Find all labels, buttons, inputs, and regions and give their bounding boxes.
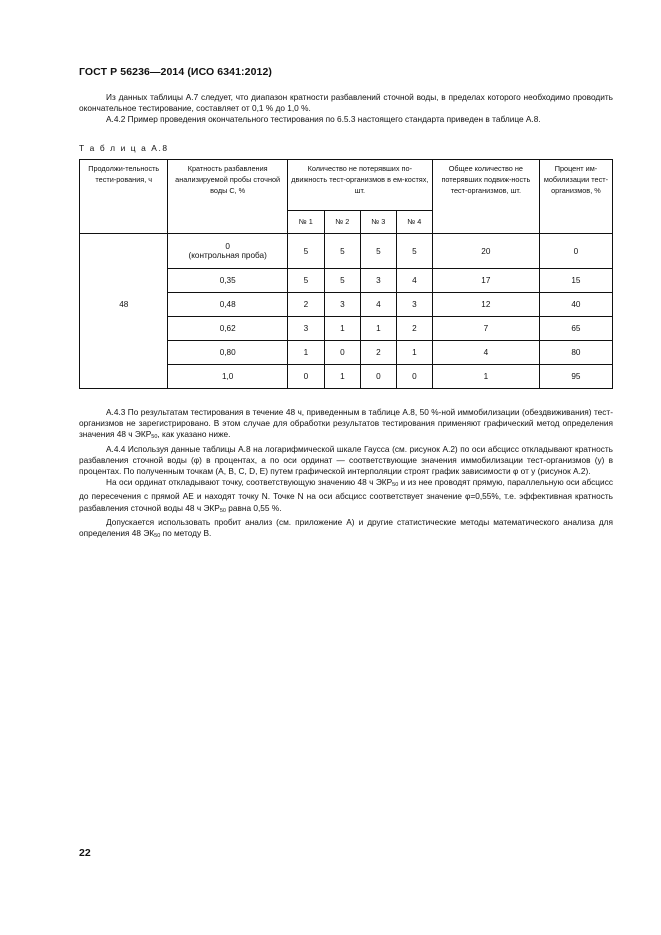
subscript-50: 50 — [219, 507, 226, 514]
a43-text: А.4.3 По результатам тестирования в течение 48 ч, приведенным в таблице А.8, 50 %-ной иммобилизации (обездвиживания) тест-организмов не зарегистрировано. В этом случае для обработки результатов тестирования применяют графический метод определения значения 48 ч ЭКР — [79, 407, 613, 440]
percent-cell: 80 — [539, 341, 612, 365]
dilution-value: 0 — [225, 242, 230, 251]
dilution-note: (контрольная проба) — [188, 251, 267, 260]
header-n1: № 1 — [287, 211, 324, 234]
n4-cell: 3 — [396, 293, 432, 317]
n2-cell: 5 — [324, 269, 360, 293]
duration-cell — [80, 317, 168, 341]
table-row — [80, 234, 613, 269]
n1-cell: 2 — [287, 293, 324, 317]
percent-cell: 15 — [539, 269, 612, 293]
duration-cell — [80, 269, 168, 293]
dilution-cell — [168, 234, 287, 269]
header-n3: № 3 — [360, 211, 396, 234]
dilution-cell: 0,48 — [168, 293, 287, 317]
a43-text-end: , как указано ниже. — [157, 429, 231, 440]
n2-cell: 1 — [324, 365, 360, 389]
results-table — [79, 159, 613, 389]
table-row — [80, 365, 613, 389]
ordinate-paragraph — [79, 477, 613, 517]
n3-cell: 5 — [360, 234, 396, 269]
header-dilution: Кратность разбавления анализируемой пробы сточной воды С, % — [168, 160, 287, 234]
document-header: ГОСТ Р 56236—2014 (ИСО 6341:2012) — [79, 66, 272, 78]
n2-cell: 0 — [324, 341, 360, 365]
ordinate-text-a: На оси ординат откладывают точку, соответствующую значению 48 ч ЭКР — [106, 477, 393, 488]
n3-cell: 4 — [360, 293, 396, 317]
header-n4: № 4 — [396, 211, 432, 234]
n2-cell: 1 — [324, 317, 360, 341]
n2-cell: 3 — [324, 293, 360, 317]
n4-cell: 4 — [396, 269, 432, 293]
table-row — [80, 341, 613, 365]
probit-text-b: по методу В. — [160, 528, 212, 539]
percent-cell: 0 — [539, 234, 612, 269]
total-cell: 1 — [432, 365, 539, 389]
duration-value: 48 — [80, 293, 168, 317]
n4-cell: 2 — [396, 317, 432, 341]
header-total: Общее количество не потерявших подвиж-ность тест-организмов, шт. — [432, 160, 539, 234]
percent-cell: 95 — [539, 365, 612, 389]
percent-cell: 65 — [539, 317, 612, 341]
total-cell: 4 — [432, 341, 539, 365]
table-row — [80, 317, 613, 341]
subscript-50: 50 — [392, 482, 399, 489]
n4-cell: 1 — [396, 341, 432, 365]
intro-paragraph-1: Из данных таблицы А.7 следует, что диапазон кратности разбавлений сточной воды, в пределах которого необходимо проводить окончательное тестирование, составляет от 0,1 % до 1,0 %. — [79, 92, 613, 114]
table-caption: Т а б л и ц а А.8 — [79, 143, 169, 153]
n3-cell: 1 — [360, 317, 396, 341]
total-cell: 20 — [432, 234, 539, 269]
n1-cell: 5 — [287, 234, 324, 269]
intro-paragraph-2: А.4.2 Пример проведения окончательного тестирования по 6.5.3 настоящего стандарта приведен в таблице А.8. — [106, 114, 541, 125]
dilution-cell: 1,0 — [168, 365, 287, 389]
ordinate-text-b: и из нее проводят прямую, параллельную оси абсцисс до пересечения с прямой АЕ и находят точку N. Точке N на оси абсцисс соответствует значение φ=0,55%, т.е. эффективная кратность разбавления сточной воды 48 ч ЭКР — [79, 477, 613, 513]
n4-cell: 0 — [396, 365, 432, 389]
probit-paragraph — [79, 517, 613, 542]
dilution-cell: 0,35 — [168, 269, 287, 293]
n2-cell: 5 — [324, 234, 360, 269]
n3-cell: 2 — [360, 341, 396, 365]
section-a43 — [79, 407, 613, 444]
table-row — [80, 293, 613, 317]
header-n2: № 2 — [324, 211, 360, 234]
duration-cell — [80, 365, 168, 389]
duration-cell — [80, 341, 168, 365]
n1-cell: 3 — [287, 317, 324, 341]
subscript-50: 50 — [154, 533, 161, 540]
total-cell: 17 — [432, 269, 539, 293]
n3-cell: 0 — [360, 365, 396, 389]
total-cell: 12 — [432, 293, 539, 317]
header-duration: Продолжи-тельность тести-рования, ч — [80, 160, 168, 234]
intro-text — [79, 92, 613, 126]
dilution-cell: 0,80 — [168, 341, 287, 365]
duration-cell — [80, 234, 168, 269]
total-cell: 7 — [432, 317, 539, 341]
n1-cell: 0 — [287, 365, 324, 389]
n3-cell: 3 — [360, 269, 396, 293]
header-percent: Процент им-мобилизации тест-организмов, % — [539, 160, 612, 234]
ordinate-text-c: равна 0,55 %. — [225, 502, 282, 513]
table-row — [80, 269, 613, 293]
n4-cell: 5 — [396, 234, 432, 269]
page-number: 22 — [79, 847, 91, 859]
percent-cell: 40 — [539, 293, 612, 317]
body-text — [79, 407, 613, 542]
section-a44: А.4.4 Используя данные таблицы А.8 на логарифмической шкале Гаусса (см. рисунок А.2) по оси абсцисс откладывают кратность разбавления сточной воды (φ) в процентах, а по оси ординат — соответствующие значения иммобилизации тест-организмов (y) в процентах. По полученным точкам (А, В, С, D, Е) путем графической интерполяции строят график зависимости φ от y (рисунок А.2). — [79, 443, 613, 477]
subscript-50: 50 — [151, 434, 158, 441]
n1-cell: 5 — [287, 269, 324, 293]
dilution-cell: 0,62 — [168, 317, 287, 341]
header-count-group: Количество не потерявших по-движность тест-организмов в ем-костях, шт. — [287, 160, 432, 211]
probit-text-a: Допускается использовать пробит анализ (см. приложение А) и другие статистические методы математического анализа для определения 48 ЭК — [79, 516, 613, 539]
n1-cell: 1 — [287, 341, 324, 365]
